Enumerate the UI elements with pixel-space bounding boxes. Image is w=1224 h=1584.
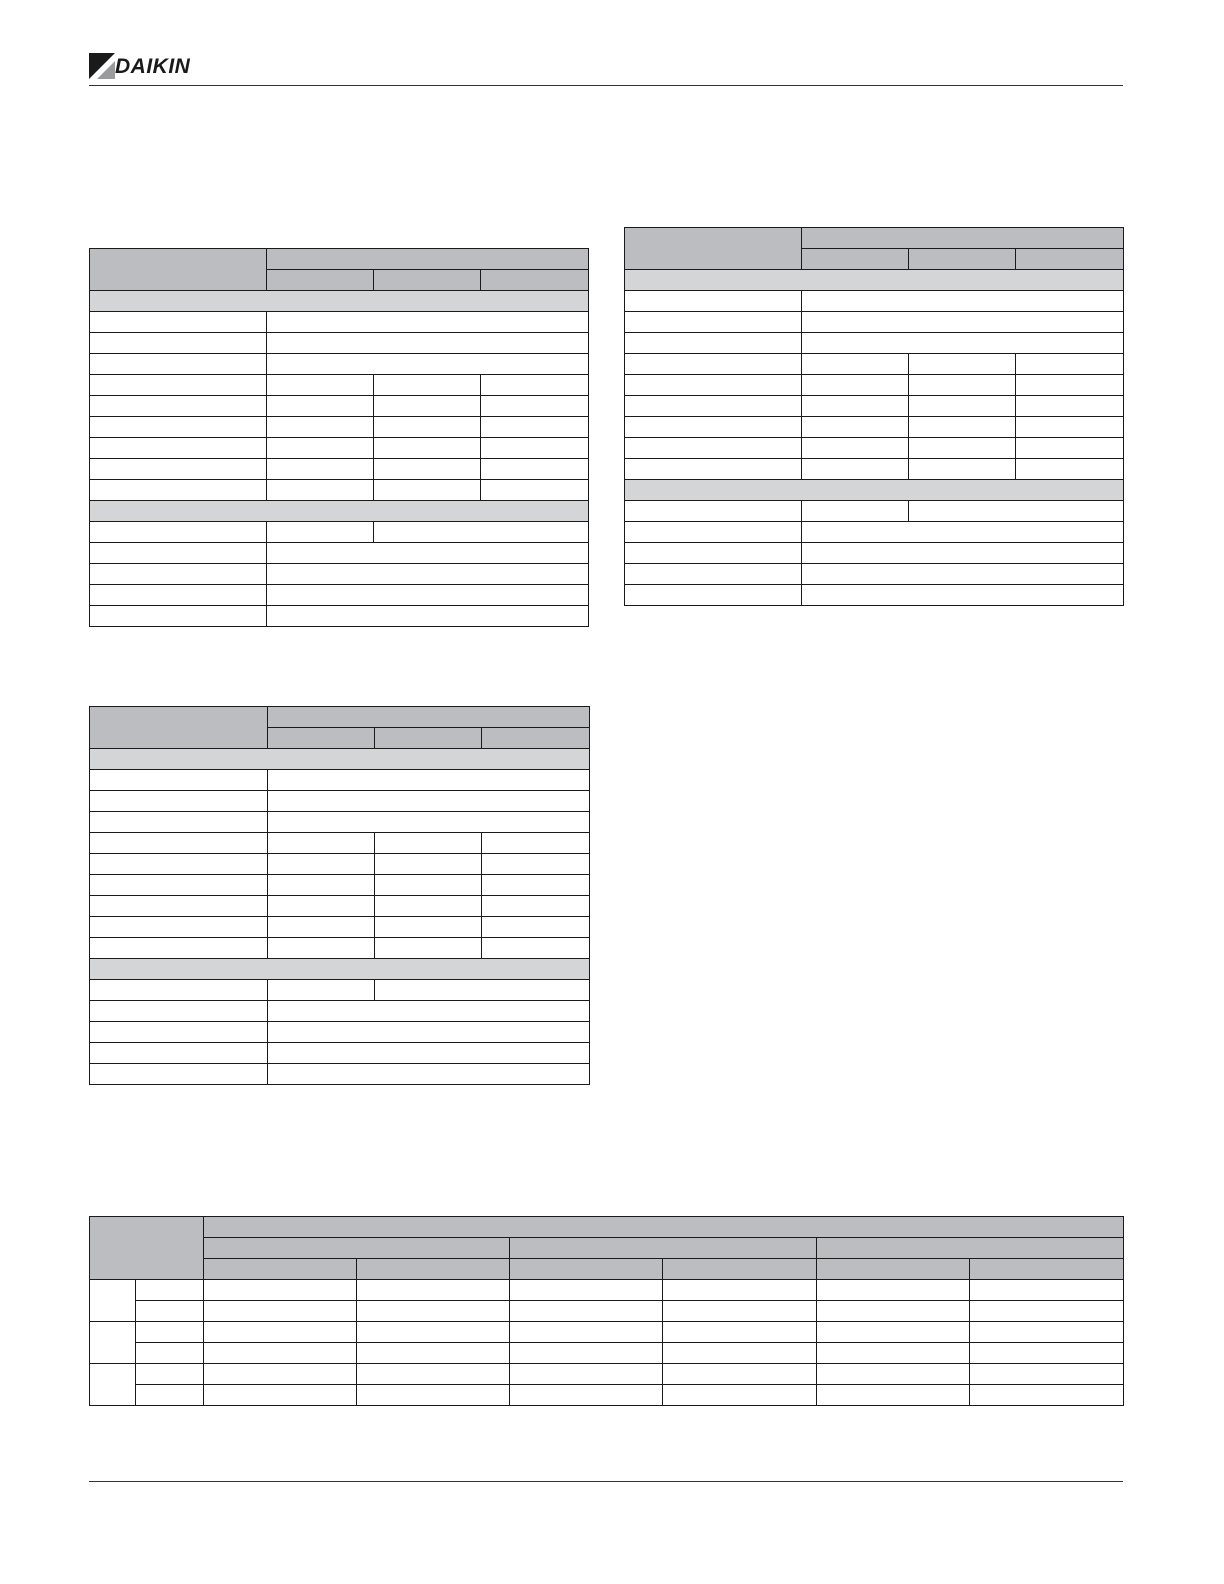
table-cell xyxy=(802,417,909,438)
table-row xyxy=(90,833,590,854)
table-cell xyxy=(374,438,481,459)
table-cell xyxy=(268,1043,590,1064)
row-label xyxy=(90,1043,268,1064)
table-cell xyxy=(802,564,1124,585)
table-cell xyxy=(802,459,909,480)
header-cell xyxy=(510,1259,663,1280)
table-cell xyxy=(267,480,374,501)
table-cell xyxy=(1016,396,1124,417)
table-cell xyxy=(204,1301,357,1322)
group-label xyxy=(90,1280,136,1322)
row-label xyxy=(90,375,267,396)
row-label xyxy=(625,312,802,333)
table-cell xyxy=(817,1280,970,1301)
table-row xyxy=(90,585,589,606)
table-row xyxy=(90,480,589,501)
header-cell xyxy=(817,1238,1124,1259)
table-cell xyxy=(374,480,481,501)
header-cell xyxy=(374,270,481,291)
table-row xyxy=(90,417,589,438)
table-cell xyxy=(510,1322,663,1343)
spec-table-2 xyxy=(624,227,1124,606)
row-label xyxy=(90,354,267,375)
table-row xyxy=(625,312,1124,333)
table-cell xyxy=(909,459,1016,480)
table-row xyxy=(625,543,1124,564)
section-cell xyxy=(625,270,1124,291)
table-cell xyxy=(510,1364,663,1385)
table-cell xyxy=(970,1385,1124,1406)
table-row xyxy=(625,375,1124,396)
table-cell xyxy=(481,375,589,396)
table-row xyxy=(90,312,589,333)
table-cell xyxy=(663,1322,817,1343)
table-header-row xyxy=(625,228,1124,249)
table-cell xyxy=(374,396,481,417)
table-row xyxy=(625,459,1124,480)
table-cell xyxy=(909,417,1016,438)
section-row xyxy=(625,480,1124,501)
section-cell xyxy=(90,501,589,522)
row-label xyxy=(90,396,267,417)
table-cell xyxy=(267,564,589,585)
table-cell xyxy=(510,1385,663,1406)
table-cell xyxy=(510,1301,663,1322)
table-cell xyxy=(802,312,1124,333)
row-label xyxy=(625,522,802,543)
section-row xyxy=(625,270,1124,291)
table-cell xyxy=(267,543,589,564)
table-cell xyxy=(357,1385,510,1406)
table-cell xyxy=(267,459,374,480)
section-cell xyxy=(90,749,590,770)
table-cell xyxy=(817,1322,970,1343)
table-cell xyxy=(663,1301,817,1322)
table-cell xyxy=(375,875,482,896)
table-cell xyxy=(802,396,909,417)
table-row xyxy=(90,1001,590,1022)
table-cell xyxy=(268,791,590,812)
table-cell xyxy=(663,1364,817,1385)
table-cell xyxy=(663,1280,817,1301)
table-row xyxy=(90,770,590,791)
table-row xyxy=(625,291,1124,312)
row-label xyxy=(90,854,268,875)
header-cell xyxy=(970,1259,1124,1280)
table-cell xyxy=(375,938,482,959)
table-cell xyxy=(268,833,375,854)
table-row xyxy=(90,606,589,627)
section-row xyxy=(90,291,589,312)
table-cell xyxy=(970,1322,1124,1343)
table-cell xyxy=(909,438,1016,459)
table-row xyxy=(90,333,589,354)
table-cell xyxy=(268,896,375,917)
table-cell xyxy=(268,812,590,833)
header-cell xyxy=(267,249,589,270)
table-cell xyxy=(802,291,1124,312)
table-row xyxy=(625,354,1124,375)
header-cell xyxy=(663,1259,817,1280)
row-label xyxy=(90,438,267,459)
table-row xyxy=(625,417,1124,438)
table-cell xyxy=(482,833,590,854)
row-label xyxy=(136,1301,204,1322)
table-cell xyxy=(802,354,909,375)
table-row xyxy=(90,564,589,585)
row-label xyxy=(90,564,267,585)
table-cell xyxy=(817,1343,970,1364)
table-header-row xyxy=(90,707,590,728)
row-label xyxy=(90,875,268,896)
table-cell xyxy=(802,501,909,522)
table-cell xyxy=(268,854,375,875)
table-cell xyxy=(970,1364,1124,1385)
footer-rule xyxy=(89,1481,1123,1482)
table-cell xyxy=(802,333,1124,354)
row-label xyxy=(90,980,268,1001)
table-row xyxy=(90,854,590,875)
spec-table-1 xyxy=(89,248,589,627)
header-cell xyxy=(510,1238,817,1259)
row-label xyxy=(90,791,268,812)
table-row xyxy=(90,396,589,417)
header-cell xyxy=(481,270,589,291)
row-label xyxy=(90,917,268,938)
header-cell xyxy=(1016,249,1124,270)
table-row xyxy=(90,812,590,833)
row-label xyxy=(625,354,802,375)
table-cell xyxy=(482,854,590,875)
table-cell xyxy=(267,585,589,606)
spec-table-3 xyxy=(89,706,590,1085)
row-label xyxy=(136,1322,204,1343)
table-cell xyxy=(482,896,590,917)
table-cell xyxy=(1016,375,1124,396)
table-cell xyxy=(375,917,482,938)
table-row xyxy=(90,1322,1124,1343)
table-row xyxy=(625,333,1124,354)
table-cell xyxy=(970,1280,1124,1301)
row-label xyxy=(90,417,267,438)
table-cell xyxy=(481,417,589,438)
row-label xyxy=(90,480,267,501)
table-cell xyxy=(268,1064,590,1085)
table-row xyxy=(90,791,590,812)
table-row xyxy=(90,938,590,959)
table-cell xyxy=(268,980,375,1001)
table-row xyxy=(90,1064,590,1085)
table-cell xyxy=(482,917,590,938)
header-cell xyxy=(625,228,802,270)
header-cell xyxy=(482,728,590,749)
table-cell xyxy=(909,354,1016,375)
row-label xyxy=(625,375,802,396)
table-cell xyxy=(481,396,589,417)
header-cell xyxy=(204,1217,1124,1238)
table-cell xyxy=(375,833,482,854)
table-cell xyxy=(357,1280,510,1301)
table-cell xyxy=(909,396,1016,417)
table-cell xyxy=(268,770,590,791)
header-cell xyxy=(802,228,1124,249)
table-cell xyxy=(510,1343,663,1364)
row-label xyxy=(90,522,267,543)
header-cell xyxy=(802,249,909,270)
table-cell xyxy=(375,896,482,917)
table-row xyxy=(90,1343,1124,1364)
table-cell xyxy=(510,1280,663,1301)
row-label xyxy=(625,291,802,312)
section-row xyxy=(90,749,590,770)
table-cell xyxy=(268,1001,590,1022)
section-row xyxy=(90,959,590,980)
row-label xyxy=(90,1001,268,1022)
table-cell xyxy=(267,375,374,396)
row-label xyxy=(625,438,802,459)
table-cell xyxy=(268,875,375,896)
row-label xyxy=(90,606,267,627)
row-label xyxy=(625,543,802,564)
table-cell xyxy=(204,1343,357,1364)
row-label xyxy=(136,1364,204,1385)
table-cell xyxy=(909,375,1016,396)
table-cell xyxy=(481,459,589,480)
header-cell xyxy=(375,728,482,749)
table-cell xyxy=(374,522,589,543)
brand-name: DAIKIN xyxy=(115,55,191,78)
header-cell xyxy=(90,1217,204,1280)
row-label xyxy=(625,459,802,480)
table-cell xyxy=(482,938,590,959)
table-cell xyxy=(802,522,1124,543)
row-label xyxy=(90,1022,268,1043)
section-cell xyxy=(90,959,590,980)
table-cell xyxy=(267,354,589,375)
spec-table-4 xyxy=(89,1216,1124,1406)
table-row xyxy=(90,980,590,1001)
table-row xyxy=(625,396,1124,417)
table-cell xyxy=(1016,417,1124,438)
group-label xyxy=(90,1364,136,1406)
group-label xyxy=(90,1322,136,1364)
table-row xyxy=(625,522,1124,543)
row-label xyxy=(136,1385,204,1406)
table-cell xyxy=(1016,438,1124,459)
row-label xyxy=(625,333,802,354)
header-cell xyxy=(817,1259,970,1280)
row-label xyxy=(136,1280,204,1301)
row-label xyxy=(90,1064,268,1085)
table-cell xyxy=(267,522,374,543)
row-label xyxy=(625,501,802,522)
table-cell xyxy=(267,396,374,417)
header-cell xyxy=(268,728,375,749)
table-row xyxy=(90,917,590,938)
table-cell xyxy=(204,1385,357,1406)
table-row xyxy=(90,1385,1124,1406)
table-row xyxy=(90,1022,590,1043)
row-label xyxy=(90,896,268,917)
table-cell xyxy=(802,375,909,396)
table-cell xyxy=(374,417,481,438)
table-cell xyxy=(802,438,909,459)
table-cell xyxy=(481,480,589,501)
header-cell xyxy=(268,707,590,728)
table-cell xyxy=(1016,354,1124,375)
table-cell xyxy=(802,543,1124,564)
table-row xyxy=(625,564,1124,585)
table-cell xyxy=(357,1364,510,1385)
table-row xyxy=(90,1364,1124,1385)
row-label xyxy=(90,833,268,854)
table-cell xyxy=(268,917,375,938)
table-cell xyxy=(267,312,589,333)
table-cell xyxy=(817,1385,970,1406)
table-cell xyxy=(204,1322,357,1343)
table-row xyxy=(90,896,590,917)
row-label xyxy=(90,459,267,480)
table-cell xyxy=(375,854,482,875)
row-label xyxy=(625,417,802,438)
table-cell xyxy=(268,938,375,959)
header-cell xyxy=(357,1259,510,1280)
table-cell xyxy=(970,1301,1124,1322)
header-rule xyxy=(89,85,1123,86)
table-header-row xyxy=(90,1259,1124,1280)
table-row xyxy=(90,1301,1124,1322)
table-row xyxy=(625,438,1124,459)
header-cell xyxy=(204,1259,357,1280)
table-row xyxy=(90,522,589,543)
section-cell xyxy=(625,480,1124,501)
table-cell xyxy=(357,1322,510,1343)
row-label xyxy=(90,770,268,791)
header-cell xyxy=(204,1238,510,1259)
table-cell xyxy=(1016,459,1124,480)
header-cell xyxy=(90,707,268,749)
table-row xyxy=(90,543,589,564)
table-cell xyxy=(482,875,590,896)
table-cell xyxy=(970,1343,1124,1364)
row-label xyxy=(625,585,802,606)
table-header-row xyxy=(90,1238,1124,1259)
table-cell xyxy=(375,980,590,1001)
table-cell xyxy=(204,1364,357,1385)
table-cell xyxy=(268,1022,590,1043)
section-row xyxy=(90,501,589,522)
table-cell xyxy=(663,1385,817,1406)
daikin-delta-icon xyxy=(89,53,115,79)
table-cell xyxy=(267,606,589,627)
row-label xyxy=(90,312,267,333)
table-row xyxy=(90,1280,1124,1301)
table-cell xyxy=(802,585,1124,606)
table-cell xyxy=(374,375,481,396)
table-cell xyxy=(817,1301,970,1322)
table-cell xyxy=(481,438,589,459)
row-label xyxy=(90,543,267,564)
table-cell xyxy=(357,1301,510,1322)
section-cell xyxy=(90,291,589,312)
table-cell xyxy=(817,1364,970,1385)
table-row xyxy=(90,375,589,396)
row-label xyxy=(90,585,267,606)
row-label xyxy=(90,333,267,354)
table-row xyxy=(90,354,589,375)
table-cell xyxy=(357,1343,510,1364)
table-row xyxy=(90,438,589,459)
table-row xyxy=(625,501,1124,522)
table-cell xyxy=(204,1280,357,1301)
table-cell xyxy=(267,333,589,354)
table-cell xyxy=(374,459,481,480)
table-header-row xyxy=(90,1217,1124,1238)
header-cell xyxy=(267,270,374,291)
table-cell xyxy=(267,417,374,438)
row-label xyxy=(136,1343,204,1364)
header-cell xyxy=(909,249,1016,270)
table-row xyxy=(625,585,1124,606)
table-header-row xyxy=(90,249,589,270)
row-label xyxy=(90,812,268,833)
row-label xyxy=(625,396,802,417)
table-row xyxy=(90,459,589,480)
table-row xyxy=(90,875,590,896)
daikin-logo xyxy=(89,53,219,79)
table-cell xyxy=(909,501,1124,522)
table-cell xyxy=(267,438,374,459)
table-cell xyxy=(663,1343,817,1364)
table-row xyxy=(90,1043,590,1064)
header-cell xyxy=(90,249,267,291)
row-label xyxy=(90,938,268,959)
row-label xyxy=(625,564,802,585)
